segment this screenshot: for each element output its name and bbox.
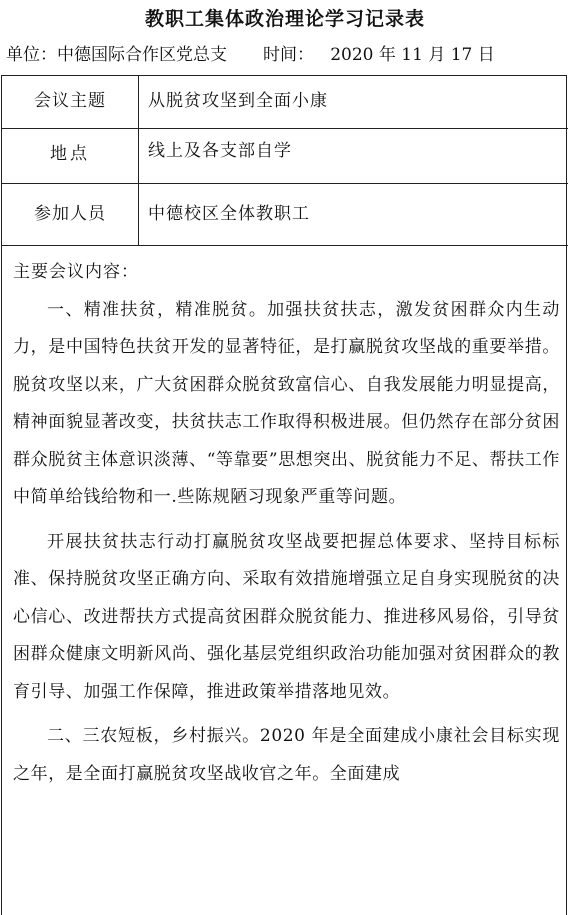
content-paragraph-2: 开展扶贫扶志行动打赢脱贫攻坚战要把握总体要求、坚持目标标准、保持脱贫攻坚正确方向、采取有效措施增强立足自身实现脱贫的决心信心、改进帮扶方式提高贫困群众脱贫能力、推进移风易俗，引导贫困群众健康文明新风尚、强化基层党组织政治功能加强对贫困群众的教育引导、加强工作保障，推进政策举措落地见效。 [13, 531, 560, 702]
topic-key: 会议主题 [2, 76, 139, 128]
record-table [1, 75, 567, 915]
content-paragraph-3: 二、三农短板，乡村振兴。2020 年是全面建成小康社会目标实现之年，是全面打赢脱贫攻坚战收官之年。全面建成 [13, 726, 560, 784]
meeting-content [2, 246, 568, 800]
content-heading: 主要会议内容： [13, 262, 139, 282]
participants-key: 参加人员 [2, 184, 139, 245]
meeting-date: 2020 年 11 月 17 日 [330, 45, 495, 65]
content-paragraph-1: 一、精准扶贫，精准脱贫。加强扶贫扶志，激发贫困群众内生动力，是中国特色扶贫开发的显著特征，是打赢脱贫攻坚战的重要举措。脱贫攻坚以来，广大贫困群众脱贫致富信心、自我发展能力明显提高，精神面貌显著改变，扶贫扶志工作取得积极进展。但仍然存在部分贫困群众脱贫主体意识淡薄、“等靠要”思想突出、脱贫能力不足、帮扶工作中简单给钱给物和一.些陈规陋习现象严重等问题。 [13, 299, 560, 507]
location-row [2, 129, 568, 184]
topic-value: 从脱贫攻坚到全面小康 [148, 91, 328, 111]
participants-row [2, 184, 568, 246]
topic-row [2, 76, 568, 129]
location-value: 线上及各支部自学 [148, 141, 292, 161]
meta-line [6, 40, 566, 70]
time-label: 时间： [263, 45, 314, 65]
location-key: 地点 [2, 129, 139, 183]
participants-value: 中德校区全体教职工 [148, 204, 310, 224]
unit-label: 单位：中德国际合作区党总支 [6, 45, 227, 65]
document-title: 教职工集体政治理论学习记录表 [144, 8, 425, 30]
